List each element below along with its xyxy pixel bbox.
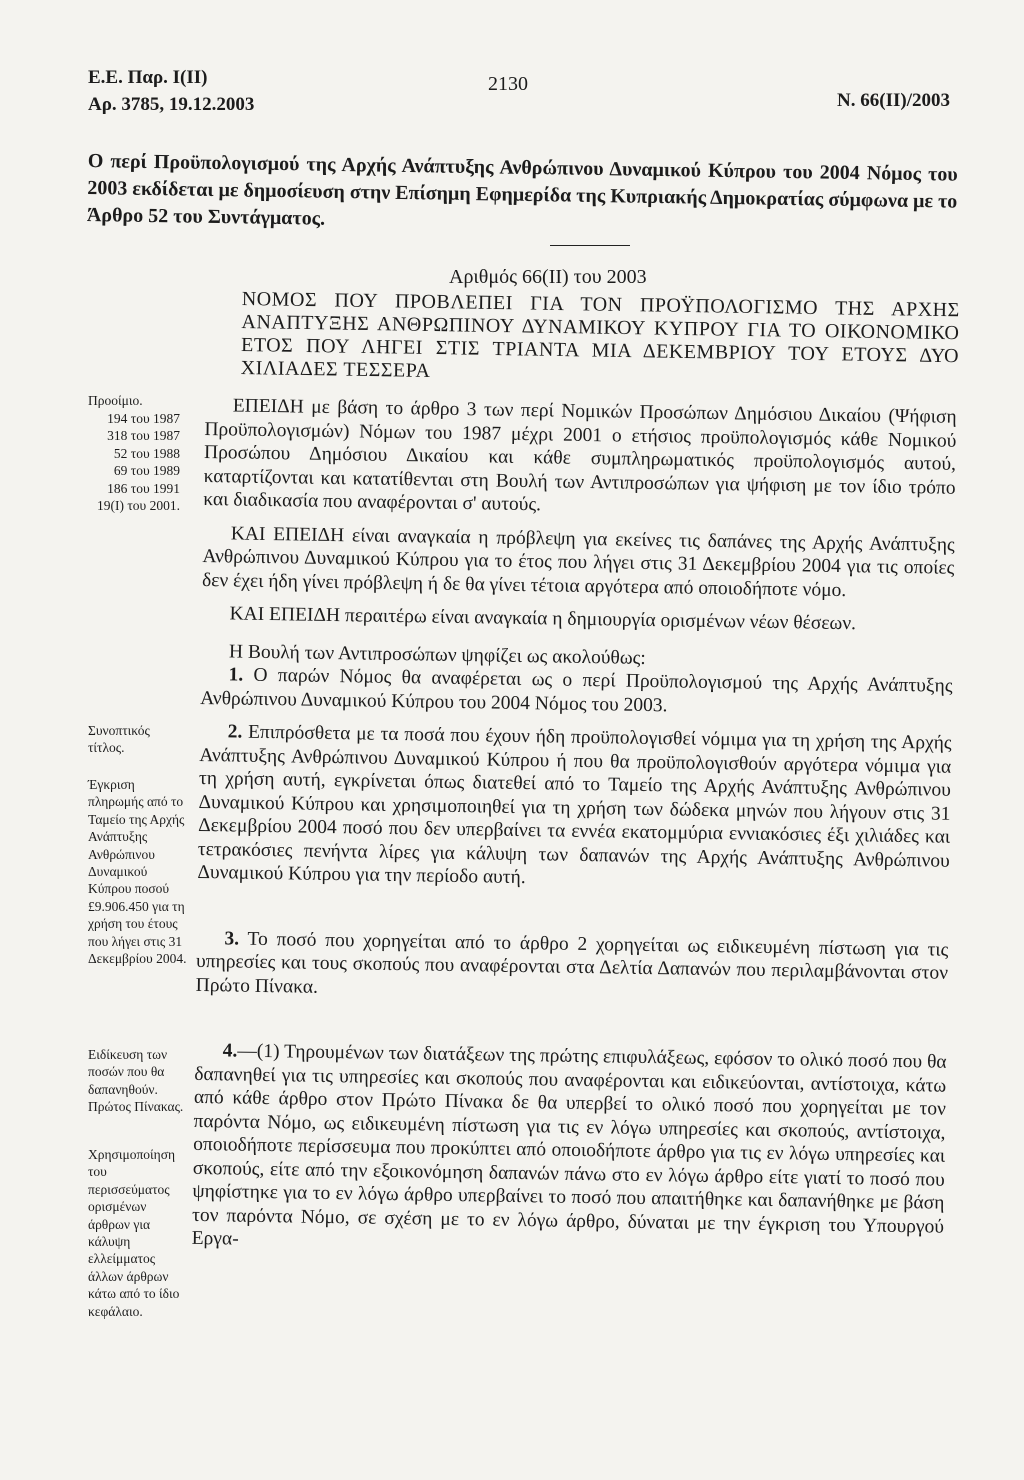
section-number: 4.	[222, 1040, 238, 1062]
margin-law-item: 19(Ι) του 2001.	[97, 498, 180, 514]
margin-approval: Έγκριση πληρωμής από το Ταμείο της Αρχής Ανάπτυξης Ανθρώπινου Δυναμικού Κύπρου ποσού £9.906.450 για τη χρήση του έτους που λήγει στις 31 Δεκεμβρίου 2004.	[88, 777, 187, 967]
section-text: Ο παρών Νόμος θα αναφέρεται ως ο περί Προϋπολογισμού της Αρχής Ανάπτυξης Ανθρώπινου Δυναμικού Κύπρου του 2004 Νόμος του 2003.	[200, 664, 953, 716]
intro-paragraph: Ο περί Προϋπολογισμού της Αρχής Ανάπτυξης Ανθρώπινου Δυναμικού Κύπρου του 2004 Νόμος του 2003 εκδίδεται με δημοσίευση στην Επίσημη Εφημερίδα της Κυπριακής Δημοκρατίας σύμφωνα με το Άρθρο 52 του Συντάγματος.	[86, 149, 958, 230]
gazette-line-1: Ε.Ε. Παρ. Ι(ΙΙ)	[88, 67, 208, 88]
law-number: Αριθμός 66(ΙΙ) του 2003	[449, 266, 647, 288]
section-text: —(1) Τηρουμένων των διατάξεων της πρώτης επιφυλάξεως, εφόσον το ολικό ποσό που θα δαπανηθεί για τις υπηρεσίες και σκοπούς που αναφέρονται και ειδικεύονται, αντίστοιχα, κάτω από κάθε άρθρο στον Πρώτο Πίνακα δε θα υπερβεί το ολικό ποσό που χορηγείται με τον παρόντα Νόμο, ως ειδικευμένη πίστωση για τις εν λόγω υπηρεσίες και σκοπούς, αντίστοιχα, οποιοδήποτε περίσσευμα που προκύπτει από οποιοδήποτε άρθρο για τις εν λόγω υπηρεσίες και σκοπούς, είτε από την εξοικονόμηση δαπανών πάνω στο εν λόγω άρθρο είτε γιατί το ποσό που ψηφίστηκε για το εν λόγω άρθρο υπερβαίνει το ποσό που απαιτήθηκε και δαπανήθηκε με βάση τον παρόντα Νόμο, σε σχέση με το εν λόγω άρθρο, δύναται με την έγκριση του Υπουργού Εργα-	[191, 1040, 947, 1250]
margin-law-item: 318 του 1987	[107, 428, 180, 444]
margin-law-item: 186 του 1991	[107, 480, 180, 496]
margin-preamble	[88, 392, 143, 409]
section-number: 2.	[227, 721, 243, 743]
preamble-paragraph-3: ΚΑΙ ΕΠΕΙΔΗ περαιτέρω είναι αναγκαία η δημιουργία ορισμένων νέων θέσεων.	[229, 603, 857, 635]
margin-law-item: 194 του 1987	[107, 411, 180, 426]
margin-short-title: Συνοπτικός τίτλος.	[88, 723, 150, 756]
law-title: ΝΟΜΟΣ ΠΟΥ ΠΡΟΒΛΕΠΕΙ ΓΙΑ ΤΟΝ ΠΡΟΫΠΟΛΟΓΙΣΜΟ ΤΗΣ ΑΡΧΗΣ ΑΝΑΠΤΥΞΗΣ ΑΝΘΡΩΠΙΝΟΥ ΔΥΝΑΜΙΚΟΥ ΚΥΠΡΟΥ ΓΙΑ ΤΟ ΟΙΚΟΝΟΜΙΚΟ ΕΤΟΣ ΠΟΥ ΛΗΓΕΙ ΣΤΙΣ ΤΡΙΑΝΤΑ ΜΙΑ ΔΕΚΕΜΒΡΙΟΥ ΤΟΥ ΕΤΟΥΣ ΔΥΟ ΧΙΛΙΑΔΕΣ ΤΕΣΣΕΡΑ	[240, 288, 960, 382]
separator-rule	[550, 245, 630, 246]
page-number: 2130	[488, 73, 528, 95]
section-text: Επιπρόσθετα με τα ποσά που έχουν ήδη προϋπολογισθεί νόμιμα για τη χρήση της Αρχής Ανάπτυξης Ανθρώπινου Δυναμικού Κύπρου ή που θα προϋπολογισθούν αργότερα νόμιμα για τη χρήση αυτή, εγκρίνεται όπως διατεθεί από το Ταμείο της Αρχής Ανάπτυξης Ανθρώπινου Δυναμικού Κύπρου και χρησιμοποιηθεί για τη χρήση των δώδεκα μηνών που λήγουν στις 31 Δεκεμβρίου 2004 ποσό που δεν υπερβαίνει τα εννέα εκατομμύρια εννιακόσιες έξι χιλιάδες και τετρακόσιες πενήντα λίρες για κάλυψη των δαπανών της Αρχής Ανάπτυξης Ανθρώπινου Δυναμικού Κύπρου για την περίοδο αυτή.	[197, 721, 952, 889]
margin-law-item: 52 του 1988	[113, 445, 180, 461]
preamble-paragraph-1: ΕΠΕΙΔΗ με βάση το άρθρο 3 των περί Νομικών Προσώπων Δημόσιου Δικαίου (Ψήφιση Προϋπολογισμών) Νόμων του 1987 μέχρι 2001 ο ετήσιος προϋπολογισμός κάθε Νομικού Προσώπου Δημόσιου Δικαίου και κάθε συμπληρωματικός προϋπολογισμός αυτού, καταρτίζονται και κατατίθενται στη Βουλή των Αντιπροσώπων για ψήφιση με τον ίδιο τρόπο και διαδικασία που αναφέρονται σ' αυτούς.	[203, 395, 957, 516]
enacting-clause: Η Βουλή των Αντιπροσώπων ψηφίζει ως ακολούθως:	[228, 640, 646, 669]
margin-preamble-label: Προοίμιο.	[88, 393, 143, 408]
gazette-reference	[88, 64, 254, 118]
gazette-line-2: Αρ. 3785, 19.12.2003	[88, 94, 255, 115]
section-4	[192, 1039, 947, 1262]
margin-law-item: 69 του 1989	[113, 463, 180, 479]
section-number: 3.	[224, 927, 240, 950]
law-body	[192, 394, 957, 1262]
law-reference: Ν. 66(ΙΙ)/2003	[837, 90, 950, 111]
margin-laws-list	[92, 410, 180, 514]
section-2	[197, 720, 951, 896]
preamble-paragraph-2: ΚΑΙ ΕΠΕΙΔΗ είναι αναγκαία η πρόβλεψη για εκείνες τις δαπάνες της Αρχής Ανάπτυξης Ανθρώπινου Δυναμικού Κύπρου για το έτος που λήγει στις 31 Δεκεμβρίου 2004 για τις οποίες δεν έχει ήδη γίνει πρόβλεψη ή δε θα γίνει τέτοια αργότερα από οποιοδήποτε νόμο.	[201, 522, 955, 601]
section-3	[196, 926, 949, 1008]
margin-use-surplus: Χρησιμοποίηση του περισσεύματος ορισμένων άρθρων για κάλυψη ελλείμματος άλλων άρθρων κάτω από το ίδιο κεφάλαιο.	[88, 1147, 180, 1319]
section-number: 1.	[228, 664, 244, 686]
margin-specification: Ειδίκευση των ποσών που θα δαπανηθούν. Πρώτος Πίνακας.	[88, 1047, 184, 1115]
section-text: Το ποσό που χορηγείται από το άρθρο 2 χορηγείται ως ειδικευμένη πίστωση για τις υπηρεσίες και τους σκοπούς που αναφέρονται στα Δελτία Δαπανών που περιλαμβάνονται στον Πρώτο Πίνακα.	[195, 928, 949, 998]
